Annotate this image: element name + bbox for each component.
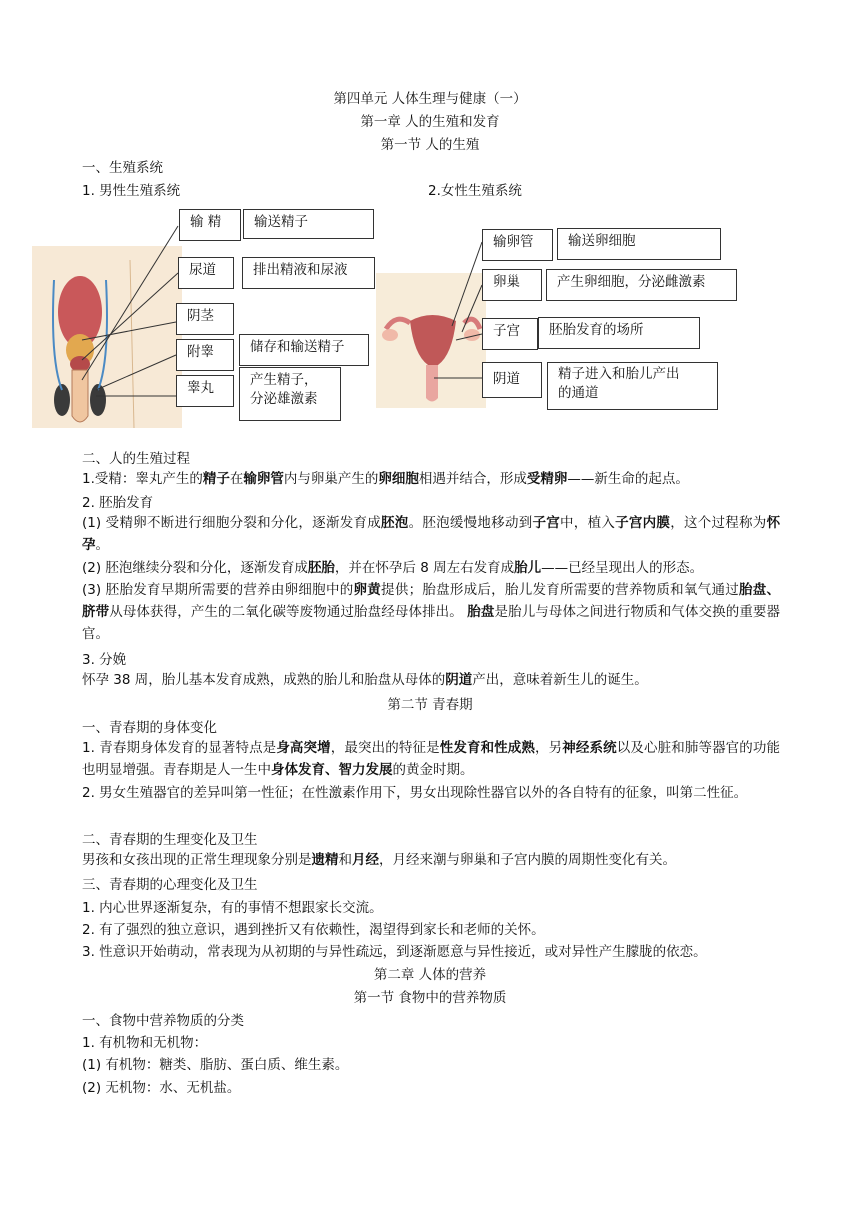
heading-puberty-mental: 三、青春期的心理变化及卫生 [82, 877, 258, 893]
reproductive-diagrams [0, 200, 860, 435]
female-leader-lines [0, 200, 860, 435]
section-nutrition-title: 第一节 食物中的营养物质 [353, 990, 507, 1006]
func-vagina-line2: 的通道 [558, 385, 599, 401]
label-testis: 睾丸 [176, 375, 234, 407]
func-vagina [547, 362, 718, 410]
label-urethra: 尿道 [178, 257, 234, 289]
para-mental-2: 2. 有了强烈的独立意识，遇到挫折又有依赖性，渴望得到家长和老师的关怀。 [82, 922, 545, 938]
chapter-nutrition-title: 第二章 人体的营养 [373, 967, 487, 983]
section-title: 第一节 人的生殖 [380, 137, 480, 153]
para-puberty-1: 1. 青春期身体发育的显著特点是身高突增，最突出的特征是性发育和性成熟，另神经系统以及心脏和肺等器官的功能也明显增强。青春期是人一生中身体发育、智力发展的黄金时期。 [82, 740, 781, 778]
female-system-title: 2.女性生殖系统 [428, 183, 522, 199]
heading-puberty-body: 一、青春期的身体变化 [82, 720, 217, 736]
unit-title: 第四单元 人体生理与健康（一） [333, 91, 527, 107]
func-vagina-line1: 精子进入和胎儿产出 [558, 366, 680, 382]
para-birth: 怀孕 38 周，胎儿基本发育成熟，成熟的胎儿和胎盘从母体的阴道产出，意味着新生儿的诞生。 [82, 672, 648, 688]
heading-process: 二、人的生殖过程 [82, 451, 190, 467]
func-uterus: 胚胎发育的场所 [538, 317, 700, 349]
label-uterus: 子宫 [482, 318, 538, 350]
func-urethra: 排出精液和尿液 [242, 257, 375, 289]
label-vas-deferens: 输 精 [179, 209, 241, 241]
section-puberty-title: 第二节 青春期 [387, 697, 473, 713]
func-testis-line1: 产生精子， [250, 372, 318, 388]
para-mental-3: 3. 性意识开始萌动，常表现为从初期的与异性疏远，到逐渐愿意与异性接近，或对异性产生朦胧的依恋。 [82, 944, 707, 960]
label-epididymis: 附睾 [176, 339, 234, 371]
male-system-title: 1. 男性生殖系统 [82, 183, 181, 199]
func-ovary: 产生卵细胞，分泌雌激素 [546, 269, 737, 301]
label-ovary: 卵巢 [482, 269, 542, 301]
heading-nutrient-class: 一、食物中营养物质的分类 [82, 1013, 244, 1029]
heading-birth: 3. 分娩 [82, 652, 127, 668]
func-testis-line2: 分泌雄激素 [250, 391, 318, 407]
func-vas-deferens: 输送精子 [243, 209, 374, 239]
para-embryo-2: (2) 胚泡继续分裂和分化，逐渐发育成胚胎，并在怀孕后 8 周左右发育成胎儿——已经呈现出人的形态。 [82, 560, 704, 576]
para-nutrient-1: 1. 有机物和无机物： [82, 1035, 208, 1051]
heading-embryo: 2. 胚胎发育 [82, 495, 154, 511]
para-puberty-physio: 男孩和女孩出现的正常生理现象分别是遗精和月经，月经来潮与卵巢和子宫内膜的周期性变化有关。 [82, 852, 676, 868]
label-penis: 阴茎 [176, 303, 234, 335]
func-oviduct: 输送卵细胞 [557, 228, 721, 260]
heading-repro-system: 一、生殖系统 [82, 160, 163, 176]
para-mental-1: 1. 内心世界逐渐复杂，有的事情不想跟家长交流。 [82, 900, 383, 916]
func-epididymis: 储存和输送精子 [239, 334, 369, 366]
chapter-title: 第一章 人的生殖和发育 [360, 114, 500, 130]
label-oviduct: 输卵管 [482, 229, 553, 261]
heading-puberty-physio: 二、青春期的生理变化及卫生 [82, 832, 258, 848]
para-embryo-1: (1) 受精卵不断进行细胞分裂和分化，逐渐发育成胚泡。胚泡缓慢地移动到子宫中，植入子宫内膜，这个过程称为怀孕。 [82, 515, 781, 553]
para-embryo-3: (3) 胚胎发育早期所需要的营养由卵细胞中的卵黄提供；胎盘形成后，胎儿发育所需要的营养物质和氧气通过胎盘、脐带从母体获得，产生的二氧化碳等废物通过胎盘经母体排出。 胎盘是胎儿与母体之间进行物质和气体交换的重要器官。 [82, 582, 781, 642]
para-fertilization: 1.受精：睾丸产生的精子在输卵管内与卵巢产生的卵细胞相遇并结合，形成受精卵——新生命的起点。 [82, 471, 689, 487]
para-nutrient-3: (2) 无机物：水、无机盐。 [82, 1080, 241, 1096]
para-puberty-2: 2. 男女生殖器官的差异叫第一性征；在性激素作用下，男女出现除性器官以外的各自特有的征象，叫第二性征。 [82, 785, 748, 801]
para-nutrient-2: (1) 有机物：糖类、脂肪、蛋白质、维生素。 [82, 1057, 349, 1073]
label-vagina: 阴道 [482, 362, 542, 398]
